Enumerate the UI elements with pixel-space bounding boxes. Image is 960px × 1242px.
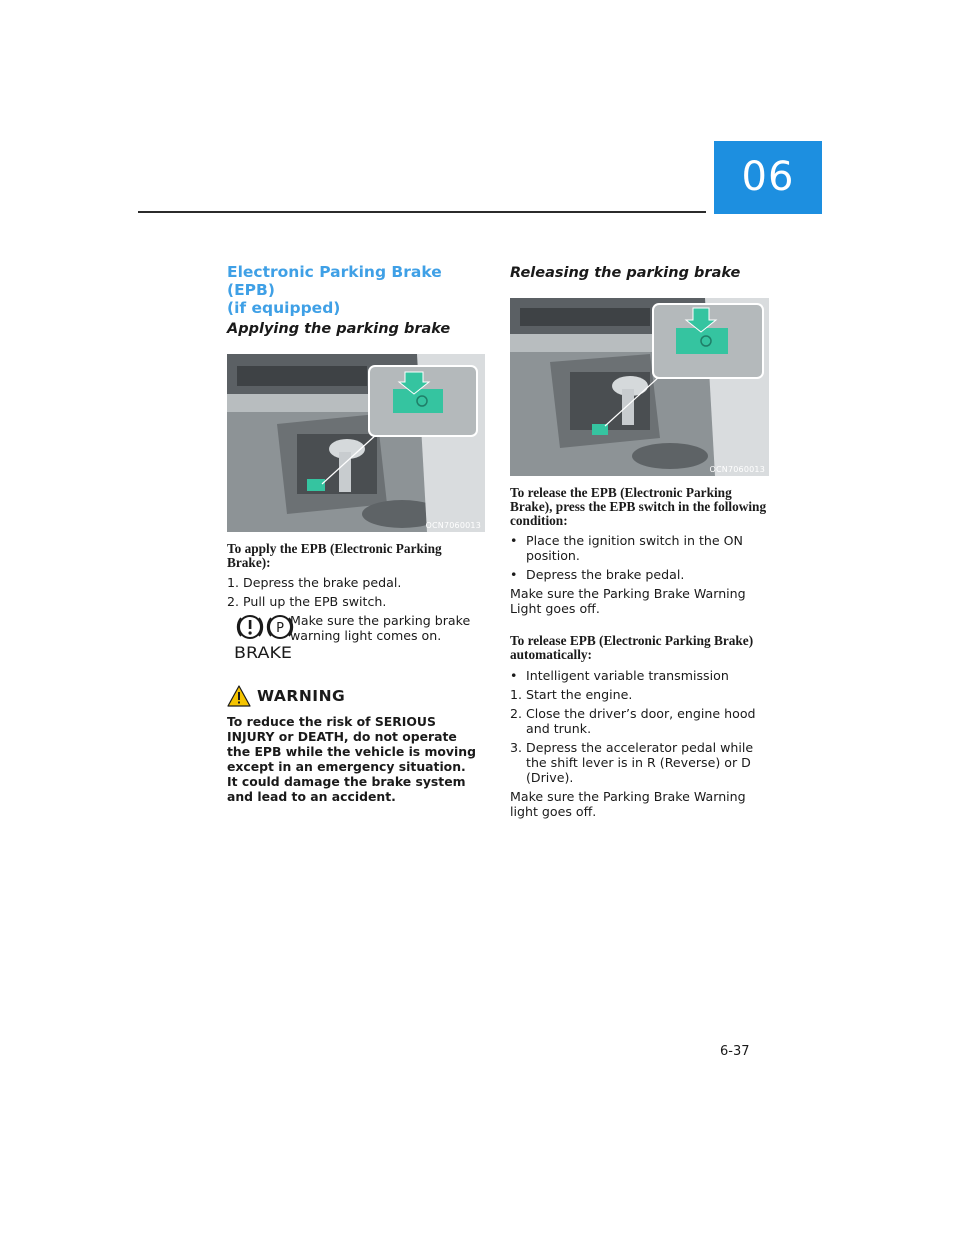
figure-code: OCN7060013: [425, 521, 481, 530]
left-column: [227, 263, 487, 804]
release-note: Make sure the Parking Brake Warning Light goes off.: [510, 586, 746, 616]
brake-label: BRAKE: [234, 643, 292, 661]
list-item: 1. Start the engine.: [510, 687, 633, 702]
brake-light-note: [227, 613, 487, 663]
warning-title: WARNING: [257, 687, 346, 705]
list-item: 1. Depress the brake pedal.: [227, 575, 402, 590]
console-illustration: [227, 354, 485, 532]
header-rule: [138, 211, 706, 213]
section-title: [227, 263, 487, 317]
list-item: • Place the ignition switch in the ON position.: [510, 533, 743, 563]
releasing-title: Releasing the parking brake: [510, 265, 741, 281]
list-item: 2. Pull up the EPB switch.: [227, 594, 387, 609]
warning-text: To reduce the risk of SERIOUS INJURY or DEATH, do not operate the EPB while the vehicle is moving except in an emergency situation. It could damage the brake system and lead to an accident.: [227, 714, 476, 804]
auto-release-note: Make sure the Parking Brake Warning light goes off.: [510, 789, 746, 819]
console-illustration: [510, 298, 769, 476]
brake-p-glyph: P: [276, 621, 284, 636]
warning-triangle-icon: [227, 685, 251, 707]
brake-note: Make sure the parking brake warning light comes on.: [290, 613, 471, 643]
list-item: 3. Depress the accelerator pedal while the shift lever is in R (Reverse) or D (Drive).: [510, 740, 754, 785]
list-item: • Depress the brake pedal.: [510, 567, 685, 582]
section-title-line1: Electronic Parking Brake (EPB): [227, 263, 442, 299]
auto-release-intro: To release EPB (Electronic Parking Brake) automatically:: [510, 633, 754, 662]
release-intro: To release the EPB (Electronic Parking Brake), press the EPB switch in the following condition:: [510, 485, 767, 528]
section-title-line2: (if equipped): [227, 299, 341, 317]
warning-header: [227, 685, 487, 707]
apply-steps: [227, 575, 487, 609]
epb-release-figure: [510, 298, 769, 476]
release-conditions: [510, 533, 770, 582]
epb-apply-figure: [227, 354, 485, 532]
auto-release-steps: [510, 668, 770, 785]
brake-warning-light-icon: [233, 613, 295, 661]
list-item: 2. Close the driver’s door, engine hood and trunk.: [510, 706, 756, 736]
right-column: [510, 264, 770, 819]
chapter-tab: 06: [714, 141, 822, 214]
apply-intro: To apply the EPB (Electronic Parking Brake):: [227, 541, 442, 570]
list-item: • Intelligent variable transmission: [510, 668, 729, 683]
figure-code: OCN7060013: [709, 465, 765, 474]
applying-subtitle: Applying the parking brake: [227, 321, 451, 337]
page-number: 6-37: [720, 1044, 750, 1059]
